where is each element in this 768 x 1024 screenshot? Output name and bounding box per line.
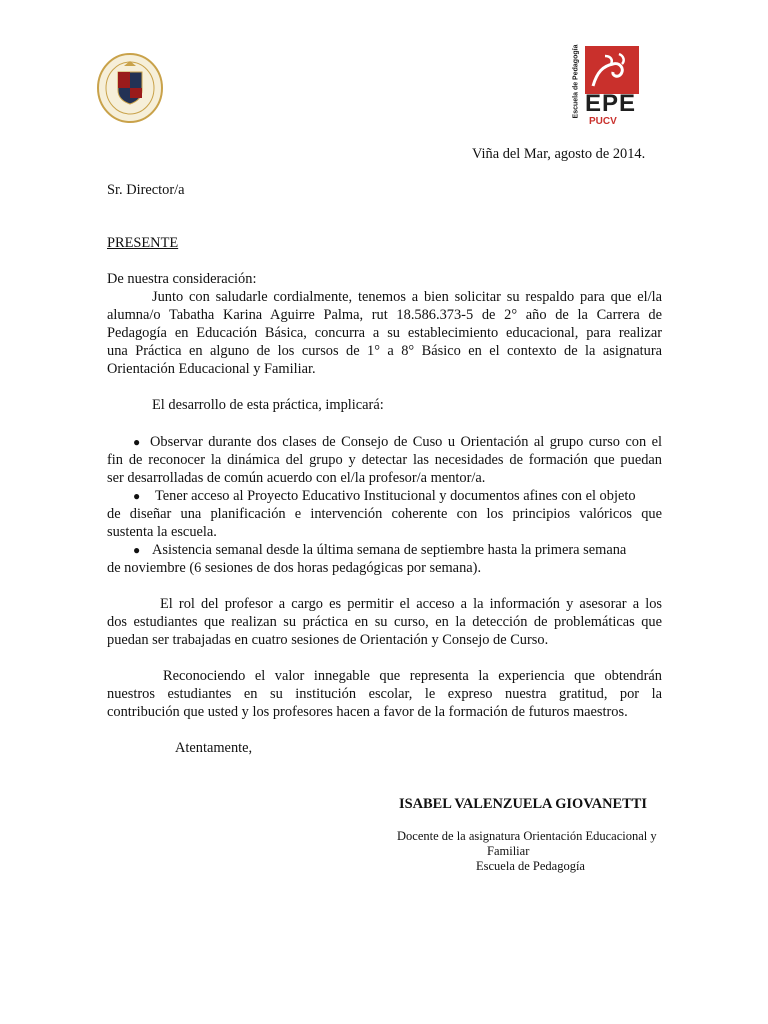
- epe-emblem-graphic: [585, 46, 639, 94]
- paragraph-4-line: nuestros estudiantes en su institución escolar, le expreso nuestra gratitud, por la: [107, 686, 662, 702]
- paragraph-1-line: Junto con saludarle cordialmente, tenemos a bien solicitar su respaldo para que el/la: [152, 289, 662, 305]
- bullet-marker: ●: [133, 435, 141, 449]
- paragraph-4-line: Reconociendo el valor innegable que representa la experiencia que obtendrán: [163, 668, 662, 684]
- epe-side-text: Escuela de Pedagogía: [572, 44, 580, 119]
- paragraph-3-line: El rol del profesor a cargo es permitir el acceso a la información y asesorar a los: [160, 596, 662, 612]
- paragraph-1-line: una Práctica en alguno de los cursos de 1° a 8° Básico en el contexto de la asignatura: [107, 343, 662, 359]
- bullet-2-line: Tener acceso al Proyecto Educativo Institucional y documentos afines con el objeto: [155, 488, 636, 504]
- signature-title-line: Familiar: [487, 844, 530, 858]
- letter-recipient: Sr. Director/a: [107, 182, 185, 198]
- paragraph-2: El desarrollo de esta práctica, implicará:: [152, 397, 384, 413]
- epe-sub-text: PUCV: [589, 116, 617, 127]
- letter-closing: Atentamente,: [175, 740, 253, 756]
- letter-date: Viña del Mar, agosto de 2014.: [472, 146, 646, 162]
- bullet-3-line: de noviembre (6 sesiones de dos horas pedagógicas por semana).: [107, 560, 482, 576]
- paragraph-1-line: Pedagogía en Educación Básica, concurra a su establecimiento educacional, para realizar: [107, 325, 662, 341]
- signature-name: ISABEL VALENZUELA GIOVANETTI: [399, 796, 647, 812]
- bullet-1-line: ser desarrolladas de común acuerdo con el/la profesor/a mentor/a.: [107, 470, 486, 486]
- bullet-2-line: sustenta la escuela.: [107, 524, 217, 540]
- letter-presente: PRESENTE: [107, 235, 179, 251]
- paragraph-3-line: dos estudiantes que realizan su práctica en su curso, en la detección de problemáticas que: [107, 614, 662, 630]
- epe-pucv-logo: [572, 44, 639, 132]
- bullet-marker: ●: [133, 543, 141, 557]
- bullet-1-line: fin de reconocer la dinámica del grupo y detectar las necesidades de formación que puedan: [107, 452, 662, 468]
- bullet-3-line: Asistencia semanal desde la última semana de septiembre hasta la primera semana: [152, 542, 627, 558]
- paragraph-1-line: Orientación Educacional y Familiar.: [107, 361, 316, 377]
- bullet-marker: ●: [133, 489, 141, 503]
- letter-salutation: De nuestra consideración:: [107, 271, 257, 287]
- epe-main-text: EPE: [585, 90, 637, 117]
- paragraph-4-line: contribución que usted y los profesores hacen a favor de la formación de futuros maestros.: [107, 704, 628, 720]
- bullet-1-line: Observar durante dos clases de Consejo de Cuso u Orientación al grupo curso con el: [150, 434, 662, 450]
- paragraph-1-line: alumna/o Tabatha Karina Aguirre Palma, rut 18.586.373-5 de 2° año de la Carrera de: [107, 307, 662, 323]
- signature-school: Escuela de Pedagogía: [476, 859, 585, 873]
- bullet-2-line: de diseñar una planificación e intervención coherente con los principios valóricos que: [107, 506, 662, 522]
- university-seal-logo: [96, 52, 164, 124]
- signature-title-line: Docente de la asignatura Orientación Educacional y: [397, 829, 657, 843]
- paragraph-3-line: puedan ser trabajadas en cuatro sesiones de Orientación y Consejo de Curso.: [107, 632, 549, 648]
